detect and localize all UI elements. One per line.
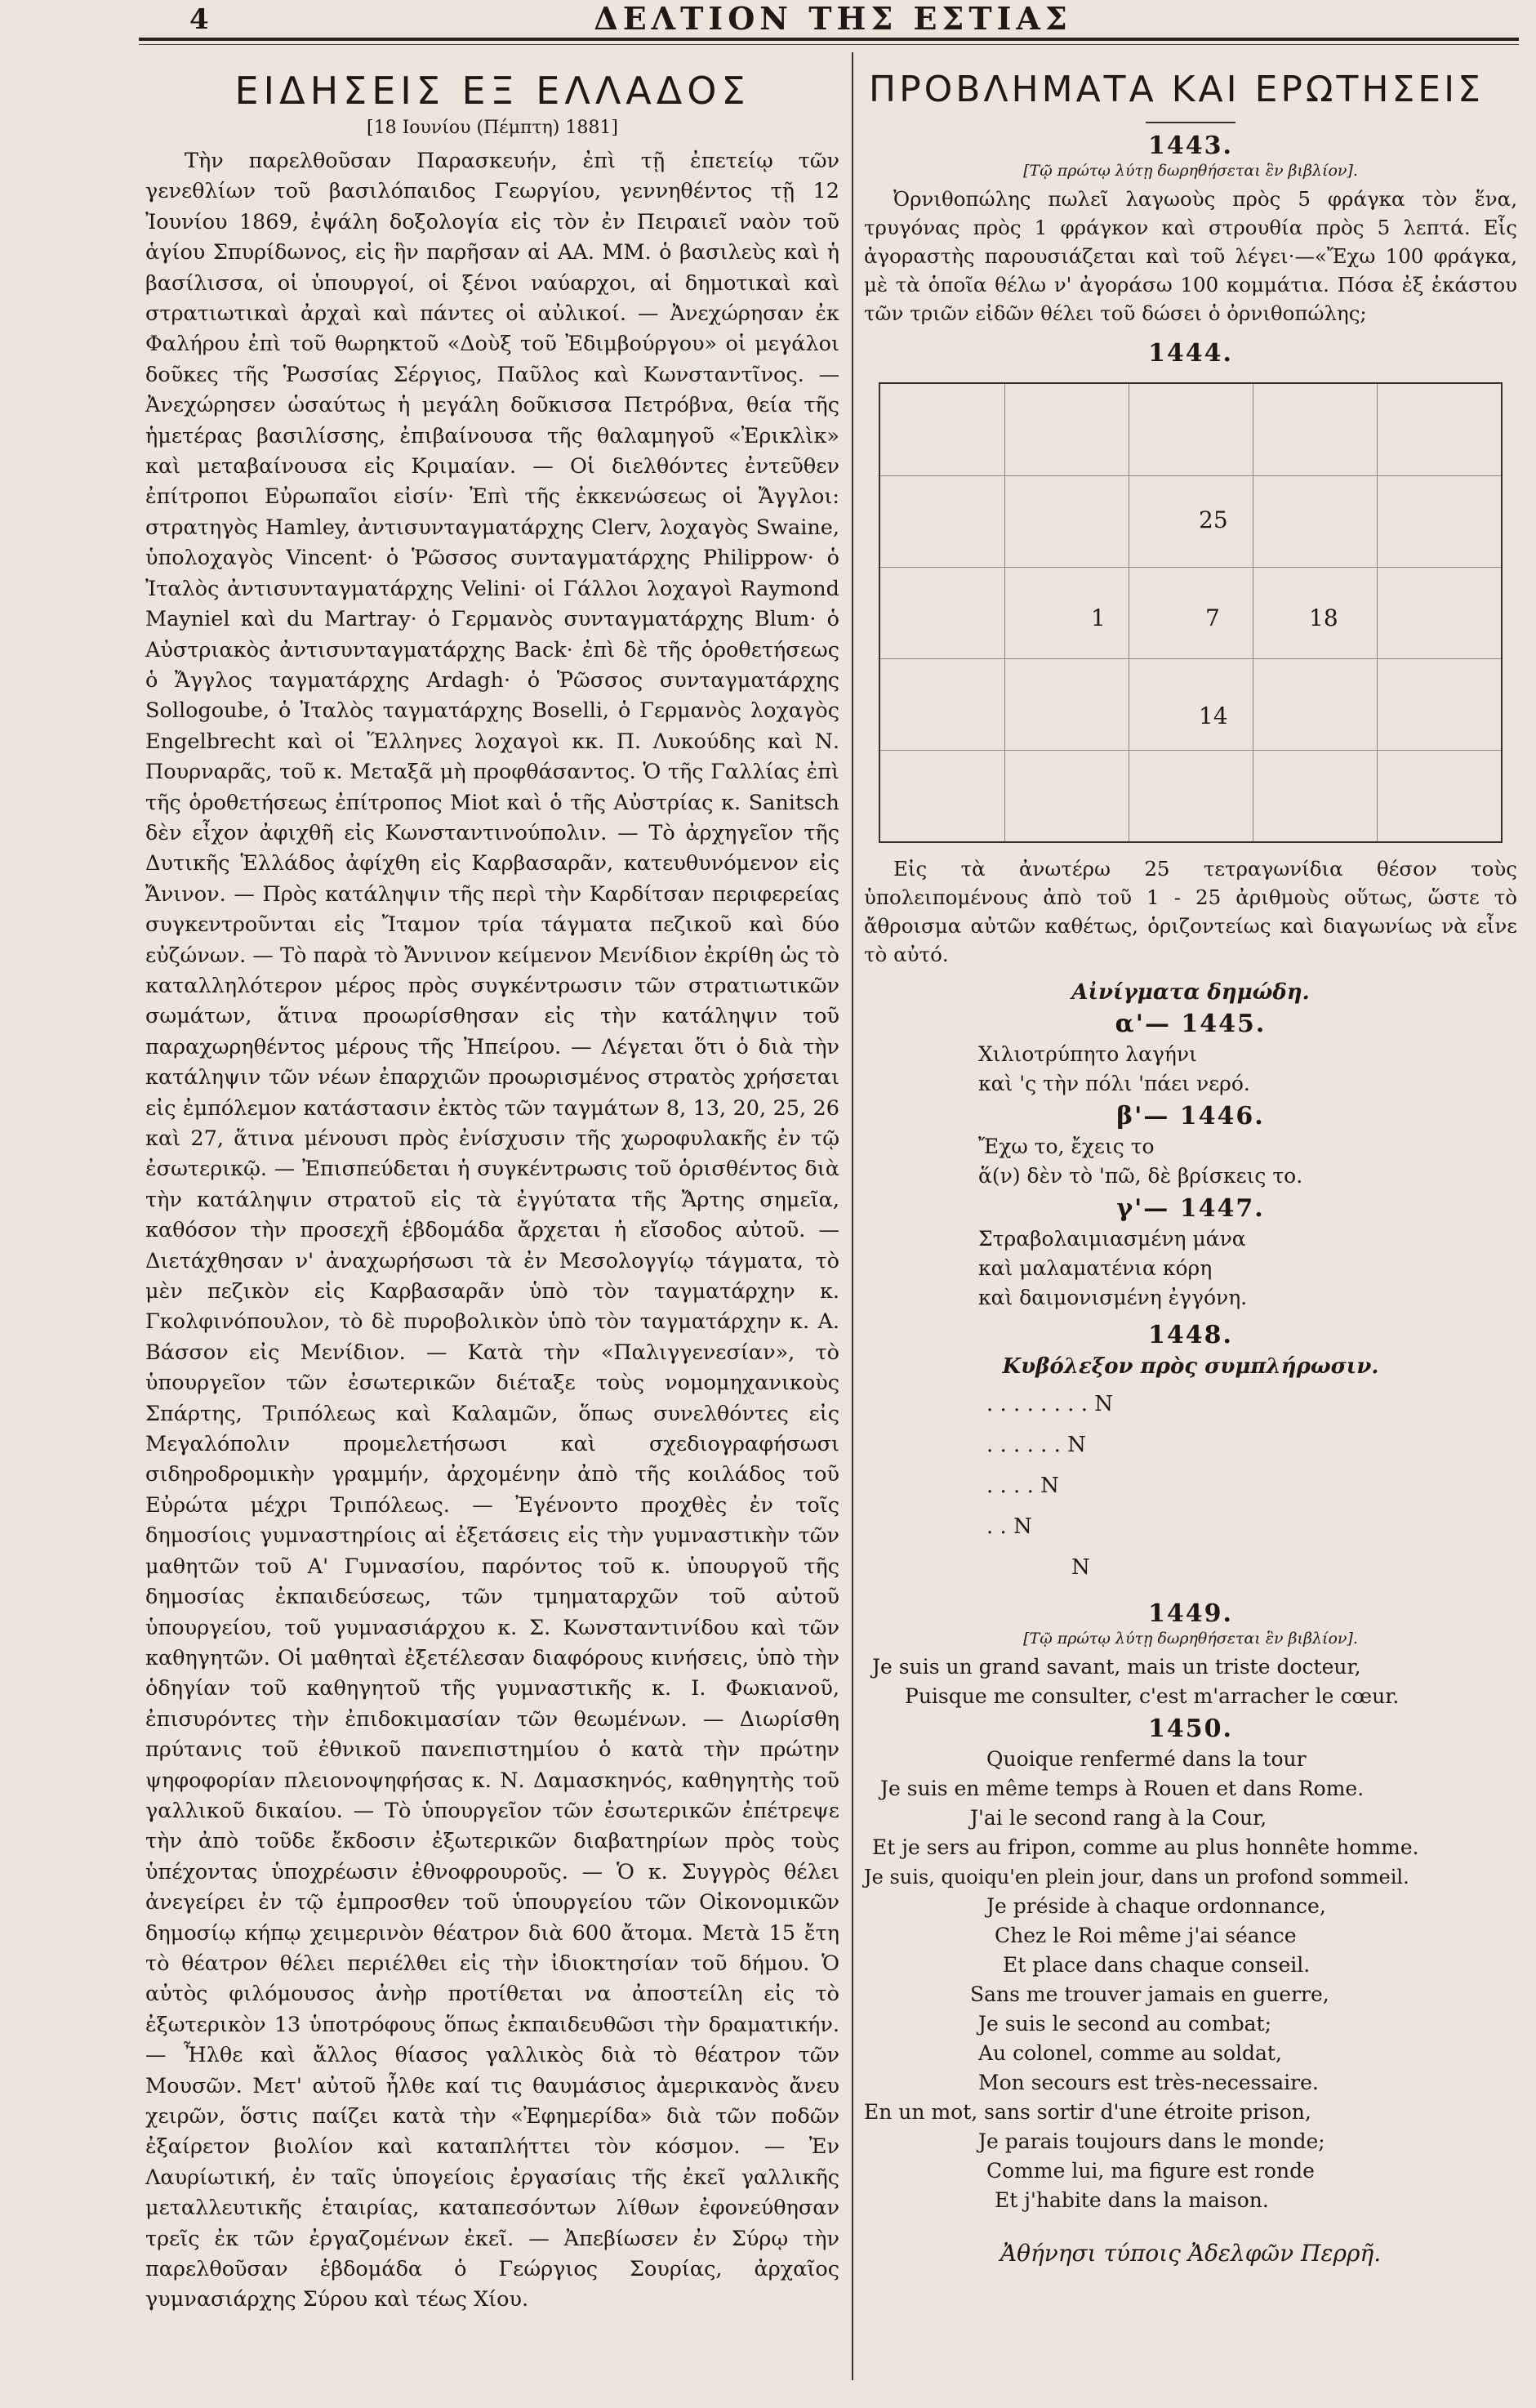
riddle-1447-number: γ'— 1447.: [1116, 1194, 1265, 1223]
verse-line: Au colonel, comme au soldat,: [978, 2041, 1282, 2065]
verse-line: Je suis le second au combat;: [978, 2012, 1272, 2036]
grid-line: [1377, 384, 1378, 841]
riddle-1446-line: ἅ(ν) δὲν τὸ 'πῶ, δὲ βρίσκεις το.: [978, 1164, 1303, 1188]
grid-cell: 7: [1205, 604, 1220, 631]
verse-line: Sans me trouver jamais en guerre,: [970, 1982, 1329, 2006]
riddle-1447-line: καὶ δαιμονισμένη ἐγγόνη.: [978, 1286, 1248, 1309]
word-pyramid: [864, 1384, 1517, 1596]
problem-1444-text: Εἰς τὰ ἀνωτέρω 25 τετραγωνίδια θέσον τοὺς ὑπολειπομένους ἀπὸ τοῦ 1 - 25 ἀριθμοὺς οὕτως, ὥστε τὸ ἄθροισμα αὐτῶν καθέτως, ὁριζοντείως καὶ διαγωνίως νὰ εἶνε τὸ αὐτό.: [864, 857, 1517, 966]
pyramid-row: . . . . N: [986, 1474, 1059, 1498]
pyramid-row: N: [1071, 1555, 1090, 1580]
verse-line: Et j'habite dans la maison.: [995, 2188, 1269, 2212]
grid-line: [880, 750, 1501, 751]
riddle-1447-line: Στραβολαιμιασμένη μάνα: [978, 1227, 1246, 1251]
problem-1450-number: 1450.: [1148, 1715, 1233, 1743]
problem-1444-number: 1444.: [1148, 339, 1233, 368]
magic-square-grid: [879, 382, 1503, 843]
verse-line: Et je sers au fripon, comme au plus honnête homme.: [872, 1835, 1419, 1859]
verse-line: Je préside à chaque ordonnance,: [986, 1894, 1326, 1918]
masthead: ΔΕΛΤΙΟΝ ΤΗΣ ΕΣΤΙΑΣ: [594, 0, 1072, 37]
problem-1448-number: 1448.: [1148, 1321, 1233, 1349]
printer-imprint: Ἀθήνησι τύποις Ἀδελφῶν Περρῆ.: [1000, 2240, 1382, 2267]
riddle-1445-line: καὶ 'ς τὴν πόλι 'πάει νερό.: [978, 1072, 1250, 1095]
riddle-1445-line: Χιλιοτρύπητο λαγήνι: [978, 1042, 1197, 1066]
verse-line: Comme lui, ma figure est ronde: [986, 2159, 1315, 2183]
column-divider: [852, 52, 853, 2380]
news-section-title: ΕΙΔΗΣΕΙΣ ΕΞ ΕΛΛΑΔΟΣ: [234, 69, 750, 113]
verse-line: Je suis, quoiqu'en plein jour, dans un profond sommeil.: [864, 1866, 1409, 1888]
verse-line: Je parais toujours dans le monde;: [978, 2129, 1325, 2153]
verse-line: En un mot, sans sortir d'une étroite prison,: [864, 2100, 1311, 2124]
riddles-heading: Αἰνίγματα δημώδη.: [1071, 980, 1310, 1005]
grid-cell: 25: [1199, 506, 1228, 533]
problem-1443-note: [Τῷ πρώτῳ λύτῃ δωρηθήσεται ἓν βιβλίον].: [1023, 162, 1358, 180]
problem-1443-text: Ὀρνιθοπώλης πωλεῖ λαγωοὺς πρὸς 5 φράγκα τὸν ἕνα, τρυγόνας πρὸς 1 φράγκον καὶ στρουθία πρὸς 5 λεπτά. Εἷς ἀγοραστὴς παρουσιάζεται καὶ τοῦ λέγει·—«Ἔχω 100 φράγκα, μὲ τὰ ὁποῖα θέλω ν' ἀγοράσω 100 κομμάτια. Πόσα ἐξ ἑκάστου τῶν τριῶν εἰδῶν θέλει τοῦ δώσει ὁ ὀρνιθοπώλης;: [864, 187, 1517, 325]
verse-line: J'ai le second rang à la Cour,: [970, 1806, 1267, 1830]
header-rule-thin: [139, 44, 1519, 45]
riddle-1447-line: καὶ μαλαματένια κόρη: [978, 1256, 1213, 1280]
grid-line: [880, 475, 1501, 476]
grid-line: [1004, 384, 1005, 841]
pyramid-row: . . . . . . N: [986, 1433, 1086, 1457]
pyramid-row: . . . . . . . . N: [986, 1392, 1113, 1416]
verse-line: Je suis un grand savant, mais un triste docteur,: [872, 1655, 1361, 1679]
news-article: Τὴν παρελθοῦσαν Παρασκευήν, ἐπὶ τῇ ἐπετείῳ τῶν γενεθλίων τοῦ βασιλόπαιδος Γεωργίου, γεννηθέντος τῇ 12 Ἰουνίου 1869, ἐψάλη δοξολογία εἰς τὸν ἐν Πειραιεῖ ναὸν τοῦ ἁγίου Σπυρίδωνος, εἰς ἣν παρῆσαν αἱ ΑΑ. ΜΜ. ὁ βασιλεὺς καὶ ἡ βασίλισσα, οἱ ὑπουργοί, οἱ ξένοι ναύαρχοι, αἱ δημοτικαὶ καὶ στρατιωτικαὶ ἀρχαὶ καὶ πάντες οἱ αὐλικοί. — Ἀνεχώρησαν ἐκ Φαλήρου ἐπὶ τοῦ θωρηκτοῦ «Δοὺξ τοῦ Ἐδιμβούργου» οἱ μεγάλοι δοῦκες τῆς Ῥωσσίας Σέργιος, Παῦλος καὶ Κωνσταντῖνος. — Ἀνεχώρησεν ὡσαύτως ἡ μεγάλη δοῦκισσα Πετρόβνα, θεία τῆς ἡμετέρας βασιλίσσης, ἐπιβαίνουσα τῆς θαλαμηγοῦ «Ἐρικλὶκ» καὶ μεταβαίνουσα εἰς Κριμαίαν. — Οἱ διελθόντες ἐντεῦθεν ἐπίτροποι Εὐρωπαῖοι εἰσίν· Ἐπὶ τῆς ἐκκενώσεως οἱ Ἄγγλοι: στρατηγὸς Hamley, ἀντισυνταγματάρχης Clerv, λοχαγὸς Swaine, ὑπολοχαγὸς Vincent· ὁ Ῥῶσσος συνταγματάρχης Philippow· ὁ Ἰταλὸς ἀντισυνταγματάρχης Velini· οἱ Γάλλοι λοχαγοὶ Raymond Mayniel καὶ du Martray· ὁ Γερμανὸς συνταγματάρχης Blum· ὁ Αὐστριακὸς ἀντισυνταγματάρχης Back· ἐπὶ δὲ τῆς ὁροθετήσεως ὁ Ἄγγλος ταγματάρχης Ardagh· ὁ Ῥῶσσος συνταγματάρχης Sollogoube, ὁ Ἰταλὸς ταγματάρχης Boselli, ὁ Γερμανὸς λοχαγὸς Engelbrecht καὶ οἱ Ἕλληνες λοχαγοὶ κκ. Π. Λυκούδης καὶ Ν. Πουρναρᾶς, τοῦ κ. Μεταξᾶ μὴ προφθάσαντος. Ὁ τῆς Γαλλίας ἐπὶ τῆς ὁροθετήσεως ἐπίτροπος Miot καὶ ὁ τῆς Αὐστρίας κ. Sanitsch δὲν εἶχον ἀφιχθῆ εἰς Κωνσταντινούπολιν. — Τὸ ἀρχηγεῖον τῆς Δυτικῆς Ἑλλάδος ἀφίχθη εἰς Καρβασαρᾶν, κατευθυνόμενον εἰς Ἄνινον. — Πρὸς κατάληψιν τῆς περὶ τὴν Καρδίτσαν περιφερείας συγκεντροῦνται εἰς Ἴταμον τρία τάγματα πεζικοῦ καὶ δύο εὐζώνων. — Τὸ παρὰ τὸ Ἄννινον κείμενον Μενίδιον ἐκρίθη ὡς τὸ καταλληλότερον μέρος πρὸς συγκέντρωσιν τῶν στρατιωτικῶν σωμάτων, ἅτινα προωρίσθησαν εἰς τὴν κατάληψιν τοῦ παραχωρηθέντος μέρους τῆς Ἠπείρου. — Λέγεται ὅτι ὁ διὰ τὴν κατάληψιν τῶν νέων ἐπαρχιῶν προωρισμένος στρατὸς χρήσεται εἰς ἐμπόλεμον κατάστασιν ἐκτὸς τῶν ταγμάτων 8, 13, 20, 25, 26 καὶ 27, ἅτινα μένουσι πρὸς ἐνίσχυσιν τῆς χωροφυλακῆς ἐν τῷ ἐσωτερικῷ. — Ἐπισπεύδεται ἡ συγκέντρωσις τοῦ ὁρισθέντος διὰ τὴν κατάληψιν στρατοῦ εἰς τὰ ἐγγύτατα τῆς Ἄρτης σημεῖα, καθόσον τὴν προσεχῆ ἑβδομάδα ἄρχεται ἡ εἴσοδος αὐτοῦ. — Διετάχθησαν ν' ἀναχωρήσωσι τὰ ἐν Μεσολογγίῳ τάγματα, τὸ μὲν πεζικὸν εἰς Καρβασαρᾶν ὑπὸ τὸν ταγματάρχην κ. Γκολφινόπουλον, τὸ δὲ πυροβολικὸν ὑπὸ τὸν ταγματάρχην κ. Α. Βάσσον εἰς Μενίδιον. — Κατὰ τὴν «Παλιγγενεσίαν», τὸ ὑπουργεῖον τῶν ἐσωτερικῶν διέταξε τοὺς νομομηχανικοὺς Σπάρτης, Τριπόλεως καὶ Καλαμῶν, ὅπως συνελθόντες εἰς Μεγαλόπολιν προμελετήσωσι καὶ σχεδιογραφήσωσι σιδηροδρομικὴν γραμμήν, ἀρχομένην ἀπὸ τῆς κοιλάδος τοῦ Εὐρώτα μέχρι Τριπόλεως. — Ἐγένοντο προχθὲς ἐν τοῖς δημοσίοις γυμναστηρίοις αἱ ἐξετάσεις εἰς τὴν γυμναστικὴν τῶν μαθητῶν τοῦ Α' Γυμνασίου, παρόντος τοῦ κ. ὑπουργοῦ τῆς δημοσίας ἐκπαιδεύσεως, τῶν τμηματαρχῶν τοῦ αὐτοῦ ὑπουργείου, τοῦ γυμνασιάρχου κ. Σ. Κωνσταντινίδου καὶ τῶν καθηγητῶν. Οἱ μαθηταὶ ἐξετέλεσαν διαφόρους κινήσεις, ὑπὸ τὴν ὁδηγίαν τοῦ καθηγητοῦ τῆς γυμναστικῆς κ. Ι. Φωκιανοῦ, ἐπισυρόντες τὴν ἐπιδοκιμασίαν τῶν θεωμένων. — Διωρίσθη πρύτανις τοῦ ἐθνικοῦ πανεπιστημίου ὁ κατὰ τὴν πρώτην ψηφοφορίαν πλειονοψηφήσας κ. Ν. Δαμασκηνός, καθηγητὴς τοῦ γαλλικοῦ δικαίου. — Τὸ ὑπουργεῖον τῶν ἐσωτερικῶν ἐπέτρεψε τὴν ἀπὸ τοῦδε ἔκδοσιν ἐξωτερικῶν διαβατηρίων πρὸς τοὺς ὑπέχοντας ὑποχρέωσιν ἐθνοφρουροῦς. — Ὁ κ. Συγγρὸς θέλει ἀνεγείρει ἐν τῷ ἐμπροσθεν τοῦ ὑπουργείου τῶν Οἰκονομικῶν δημοσίῳ κήπῳ χειμερινὸν θέατρον διὰ 600 ἄτομα. Μετὰ 15 ἔτη τὸ θέατρον θέλει περιέλθει εἰς τὴν ἰδιοκτησίαν τοῦ δήμου. Ὁ αὐτὸς φιλόμουσος ἀνὴρ προτίθεται να ἀποστείλη εἰς τὸ ἐξωτερικὸν 13 ὑποτρόφους ὅπως ἐκπαιδευθῶσι τὴν δραματικήν. — Ἦλθε καὶ ἄλλος θίασος γαλλικὸς διὰ τὸ θέατρον τῶν Μουσῶν. Μετ' αὐτοῦ ἦλθε καί τις θαυμάσιος ἀμερικανὸς ἄνευ χειρῶν, ὅστις παίζει κατὰ τὴν «Ἐφημερίδα» διὰ τῶν ποδῶν ἐξαίρετον βιολίον καὶ καταπλήττει τὸν κόσμον. — Ἐν Λαυρίωτική, ἐν ταῖς ὑπογείοις ἐργασίαις τῆς ἐκεῖ γαλλικῆς μεταλλευτικῆς ἑταιρίας, καταπεσόντων λίθων ἐφονεύθησαν τρεῖς ἐκ τῶν ἐργαζομένων ἐκεῖ. — Ἀπεβίωσεν ἐν Σύρῳ τὴν παρελθοῦσαν ἑβδομάδα ὁ Γεώργιος Σουρίας, ἀρχαῖος γυμνασιάρχης Σύρου καὶ τέως Χίου.: [145, 149, 839, 2312]
grid-cell: 14: [1199, 702, 1228, 729]
riddle-1446-number: β'— 1446.: [1116, 1102, 1265, 1130]
verse-line: Je suis en même temps à Rouen et dans Rome.: [880, 1777, 1365, 1800]
grid-line: [880, 658, 1501, 659]
problems-section-title: ΠΡΟΒΛΗΜΑΤΑ ΚΑΙ ΕΡΩΤΗΣΕΙΣ: [869, 69, 1484, 110]
grid-cell: 18: [1309, 604, 1338, 631]
right-column: [864, 57, 1517, 2267]
problem-1449-number: 1449.: [1148, 1599, 1233, 1628]
problem-1443-number: 1443.: [1148, 132, 1233, 160]
riddle-1446-line: Ἔχω το, ἔχεις το: [978, 1135, 1155, 1158]
news-dateline: [18 Ιουνίου (Πέμπτη) 1881]: [367, 118, 618, 138]
verse-line: Quoique renfermé dans la tour: [986, 1747, 1307, 1771]
page-number: 4: [189, 3, 209, 36]
verse-line: Puisque me consulter, c'est m'arracher le cœur.: [905, 1684, 1400, 1708]
problem-1448-heading: Κυβόλεξον πρὸς συμπλήρωσιν.: [1002, 1354, 1379, 1379]
verse-line: Mon secours est très-necessaire.: [978, 2071, 1319, 2094]
pyramid-row: . . N: [986, 1514, 1032, 1539]
grid-cell: 1: [1091, 604, 1106, 631]
problem-1449-note: [Τῷ πρώτῳ λύτῃ δωρηθήσεται ἓν βιβλίον].: [1023, 1630, 1358, 1648]
verse-line: Et place dans chaque conseil.: [1003, 1953, 1311, 1977]
left-column: [145, 57, 839, 2316]
verse-line: Chez le Roi même j'ai séance: [995, 1924, 1297, 1947]
problem-1450-verse: [864, 1745, 1517, 2215]
problem-1449-verse: [872, 1652, 1517, 1711]
grid-line: [880, 567, 1501, 568]
title-rule: [1146, 122, 1235, 123]
riddle-1445-number: α'— 1445.: [1115, 1010, 1267, 1038]
header-rule: [139, 38, 1519, 41]
